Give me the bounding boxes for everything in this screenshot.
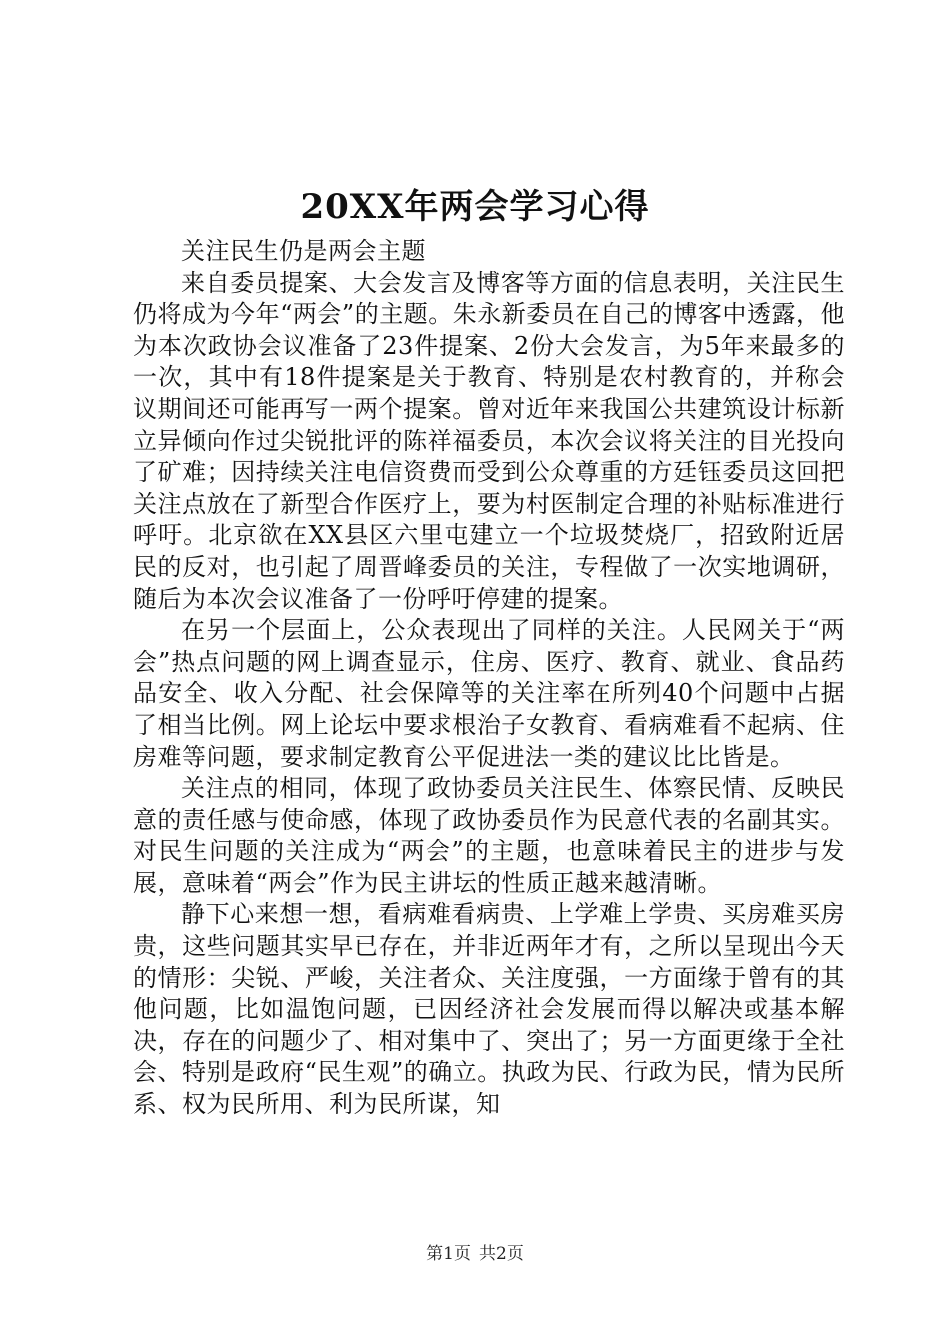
document-title: 20XX年两会学习心得 — [300, 187, 650, 227]
page-total: 共2页 — [479, 1244, 524, 1264]
section-heading: 关注民生仍是两会主题 — [181, 237, 426, 265]
paragraph: 关注点的相同，体现了政协委员关注民生、体察民情、反映民意的责任感与使命感，体现了政协委员作为民意代表的名副其实。对民生问题的关注成为“两会”的主题，也意味着民主的进步与发展，意味着“两会”作为民主讲坛的性质正越来越清晰。 — [133, 774, 845, 897]
document-body — [133, 236, 845, 1121]
page-footer — [0, 1242, 950, 1266]
paragraph: 在另一个层面上，公众表现出了同样的关注。人民网关于“两会”热点问题的网上调查显示，住房、医疗、教育、就业、食品药品安全、收入分配、社会保障等的关注率在所列40个问题中占据了相当比例。网上论坛中要求根治子女教育、看病难看不起病、住房难等问题，要求制定教育公平促进法一类的建议比比皆是。 — [133, 616, 845, 771]
paragraph: 来自委员提案、大会发言及博客等方面的信息表明，关注民生仍将成为今年“两会”的主题。朱永新委员在自己的博客中透露，他为本次政协会议准备了23件提案、2份大会发言，为5年来最多的一次，其中有18件提案是关于教育、特别是农村教育的，并称会议期间还可能再写一两个提案。曾对近年来我国公共建筑设计标新立异倾向作过尖锐批评的陈祥福委员，本次会议将关注的目光投向了矿难；因持续关注电信资费而受到公众尊重的方廷钰委员这回把关注点放在了新型合作医疗上，要为村医制定合理的补贴标准进行呼吁。北京欲在XX县区六里屯建立一个垃圾焚烧厂，招致附近居民的反对，也引起了周晋峰委员的关注，专程做了一次实地调研，随后为本次会议准备了一份呼吁停建的提案。 — [133, 268, 845, 613]
page-number: 第1页 — [426, 1244, 471, 1264]
paragraph: 静下心来想一想，看病难看病贵、上学难上学贵、买房难买房贵，这些问题其实早已存在，并非近两年才有，之所以呈现出今天的情形：尖锐、严峻，关注者众、关注度强，一方面缘于曾有的其他问题，比如温饱问题，已因经济社会发展而得以解决或基本解决，存在的问题少了、相对集中了、突出了；另一方面更缘于全社会、特别是政府“民生观”的确立。执政为民、行政为民，情为民所系、权为民所用、利为民所谋，知 — [133, 900, 845, 1119]
